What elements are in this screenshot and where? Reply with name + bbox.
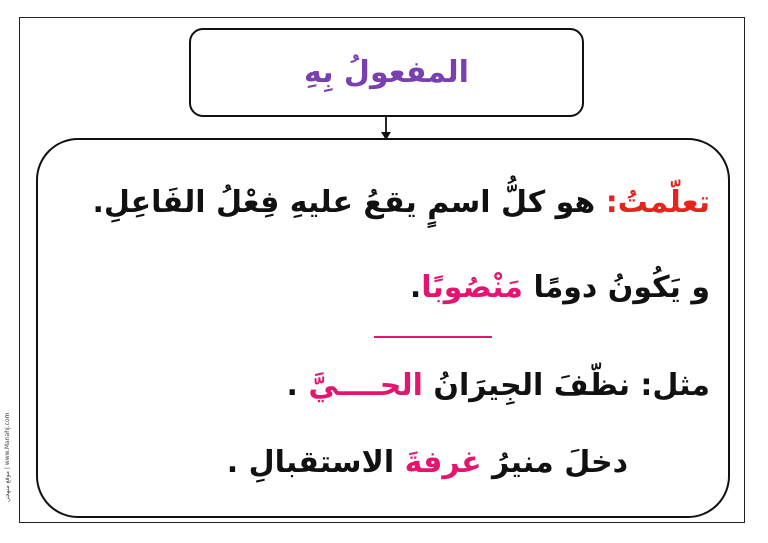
- title-box: [189, 28, 584, 117]
- definition-label: تعلّمتُ:: [605, 185, 710, 220]
- example1-highlight: الحــــيَّ: [308, 368, 423, 403]
- rule-text: و يَكُونُ دومًا: [523, 270, 710, 305]
- example1-text: مثل: نظّفَ الجِيرَانُ: [422, 368, 710, 403]
- example2-rest: الاستقبالِ: [248, 445, 405, 480]
- definition-line: [92, 185, 710, 220]
- example2-end: .: [226, 445, 249, 480]
- example-line-2: [227, 445, 628, 480]
- watermark: موقع منهجي | www.Manahj.com: [4, 412, 11, 502]
- highlight-underline: [374, 336, 492, 338]
- example-line-1: [287, 368, 711, 403]
- example1-end: .: [286, 368, 309, 403]
- example2-highlight: غرفةَ: [404, 445, 482, 480]
- rule-line: [410, 270, 710, 305]
- definition-text: هو كلُّ اسمٍ يقعُ عليهِ فِعْلُ الفَاعِلِ.: [92, 185, 606, 220]
- example2-text: دخلَ منيرُ: [481, 445, 628, 480]
- rule-end: .: [409, 270, 422, 305]
- lesson-title: المفعولُ بِهِ: [304, 55, 469, 90]
- rule-highlight: مَنْصُوبًا: [421, 270, 523, 305]
